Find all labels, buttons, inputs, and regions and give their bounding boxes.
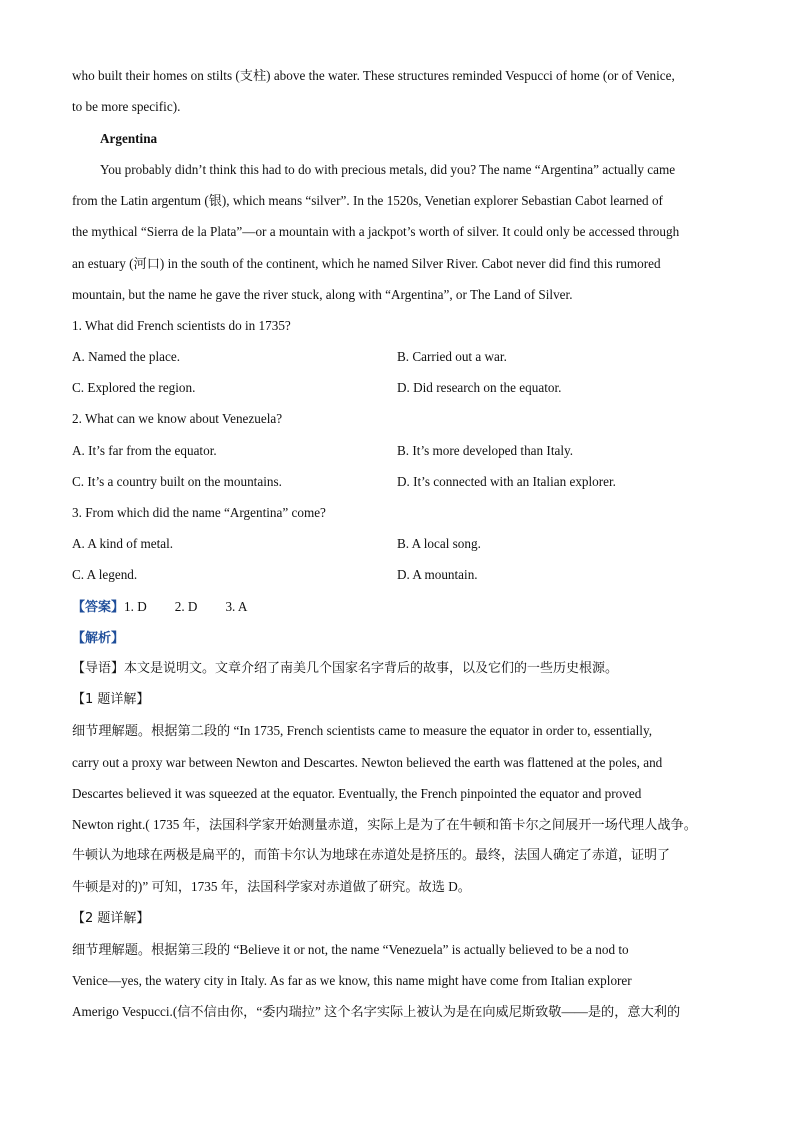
option-a: A. A kind of metal.: [72, 536, 174, 551]
option-d: D. A mountain.: [397, 567, 478, 582]
intro-text: 本文是说明文。文章介绍了南美几个国家名字背后的故事，以及它们的一些历史根源。: [124, 661, 619, 676]
option-d: D. It’s connected with an Italian explorer.: [397, 474, 616, 489]
detail-line: Venice—yes, the watery city in Italy. As far as we know, this name might have come from Italian explorer: [72, 973, 632, 988]
option-b: B. A local song.: [397, 536, 481, 551]
intro-row: [72, 660, 618, 678]
passage-line: mountain, but the name he gave the river stuck, along with “Argentina”, or The Land of Silver.: [72, 287, 573, 302]
passage-line: the mythical “Sierra de la Plata”—or a mountain with a jackpot’s worth of silver. It could only be accessed through: [72, 224, 680, 239]
option-b: B. It’s more developed than Italy.: [397, 443, 574, 458]
detail-line: 牛顿认为地球在两极是扁平的，而笛卡尔认为地球在赤道处是挤压的。最终，法国人确定了赤道，证明了: [72, 848, 671, 863]
detail-line: 细节理解题。根据第三段的 “Believe it or not, the name “Venezuela” is actually believed to be a nod to: [72, 942, 629, 957]
passage-line: from the Latin argentum (银), which means “silver”. In the 1520s, Venetian explorer Sebastian Cabot learned of: [72, 193, 663, 208]
passage-line: who built their homes on stilts (支柱) above the water. These structures reminded Vespucci of home (or of Venice,: [72, 68, 675, 83]
section-heading: Argentina: [100, 131, 158, 146]
analysis-label: 【解析】: [72, 631, 125, 646]
answer-item: 1. D: [124, 599, 147, 614]
question-stem: 1. What did French scientists do in 1735?: [72, 318, 291, 333]
detail-line: carry out a proxy war between Newton and Descartes. Newton believed the earth was flattened at the poles, and: [72, 755, 663, 770]
detail-line: Newton right.( 1735 年，法国科学家开始测量赤道，实际上是为了在牛顿和笛卡尔之间展开一场代理人战争。: [72, 817, 697, 832]
option-c: C. A legend.: [72, 567, 138, 582]
option-d: D. Did research on the equator.: [397, 380, 562, 395]
answer-item: 2. D: [174, 599, 198, 614]
option-a: A. It’s far from the equator.: [72, 443, 217, 458]
detail-line: 牛顿是对的)” 可知，1735 年，法国科学家对赤道做了研究。故选 D。: [72, 879, 471, 894]
detail-label: 【1 题详解】: [72, 692, 150, 707]
intro-label: 【导语】: [72, 661, 125, 676]
option-a: A. Named the place.: [72, 349, 181, 364]
answer-row: [72, 598, 247, 617]
option-b: B. Carried out a war.: [397, 349, 507, 364]
option-c: C. Explored the region.: [72, 380, 196, 395]
analysis-row: [72, 629, 124, 648]
detail-line: Descartes believed it was squeezed at the equator. Eventually, the French pinpointed the equator and proved: [72, 786, 642, 801]
answer-label: 【答案】: [72, 600, 125, 615]
detail-label: 【2 题详解】: [72, 911, 150, 926]
option-c: C. It’s a country built on the mountains.: [72, 474, 282, 489]
detail-line: Amerigo Vespucci.(信不信由你，“委内瑞拉” 这个名字实际上被认为是在向威尼斯致敬——是的，意大利的: [72, 1004, 681, 1019]
question-stem: 3. From which did the name “Argentina” come?: [72, 505, 326, 520]
passage-line: to be more specific).: [72, 99, 181, 114]
answer-item: 3. A: [225, 599, 248, 614]
passage-line: an estuary (河口) in the south of the continent, which he named Silver River. Cabot never did find this rumored: [72, 256, 661, 271]
detail-line: 细节理解题。根据第二段的 “In 1735, French scientists came to measure the equator in order to, essentially,: [72, 723, 652, 738]
passage-line: You probably didn’t think this had to do with precious metals, did you? The name “Argentina” actually came: [100, 162, 676, 177]
question-stem: 2. What can we know about Venezuela?: [72, 411, 283, 426]
